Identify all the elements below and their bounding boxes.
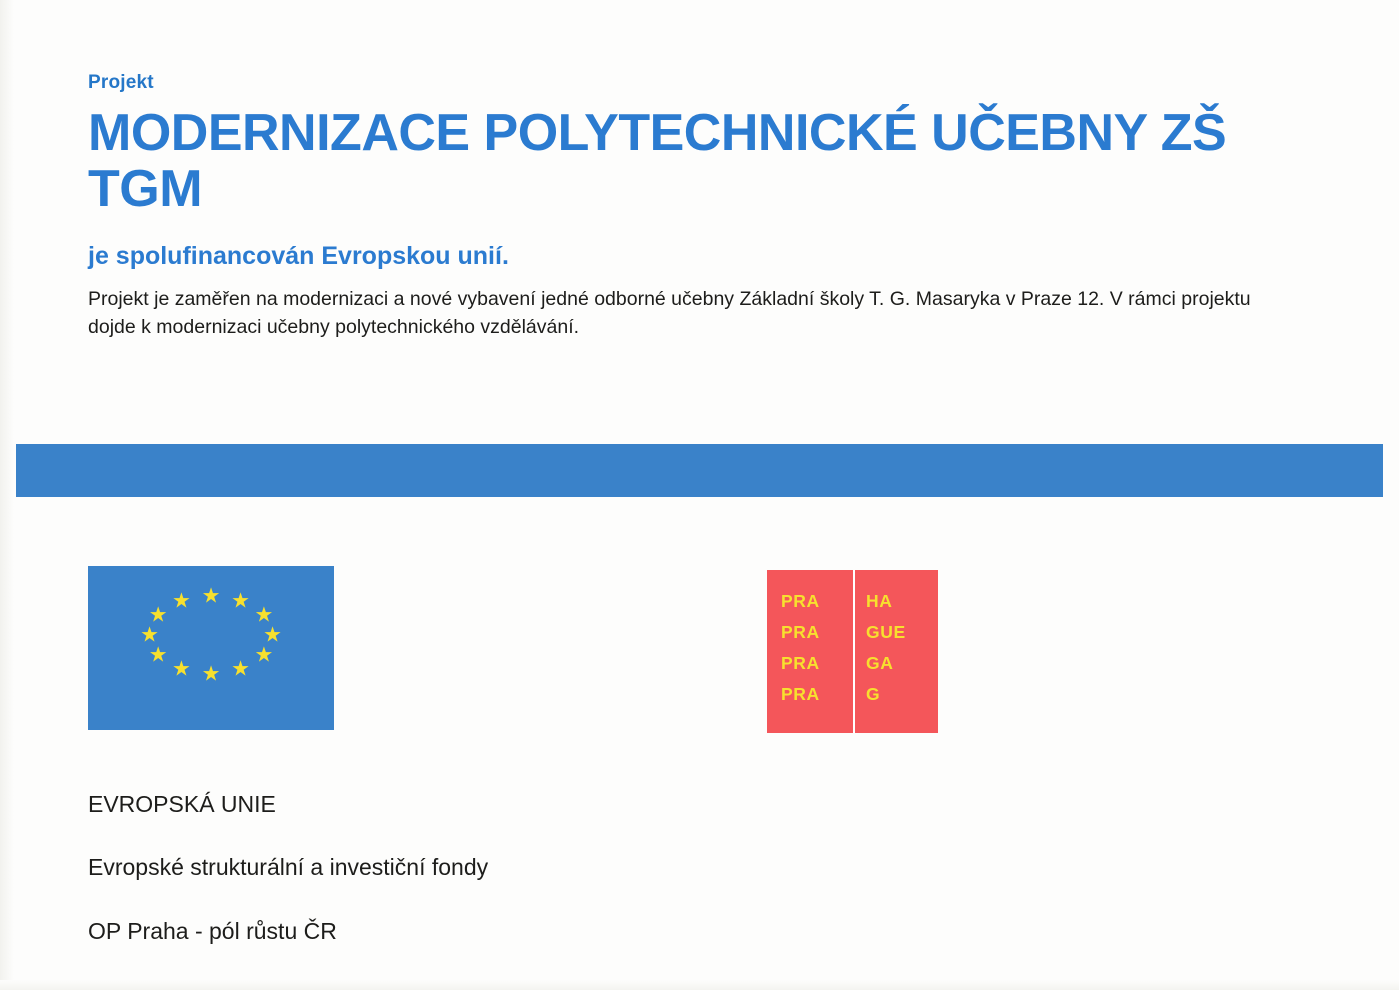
eu-logo-block xyxy=(88,566,518,979)
eu-caption xyxy=(88,757,518,979)
prague-word-en: PRA xyxy=(781,622,820,642)
eu-caption-line2: Evropské strukturální a investiční fondy xyxy=(88,854,489,881)
scan-edge-left xyxy=(0,0,14,990)
blue-divider-bar xyxy=(16,444,1383,497)
kicker-label: Projekt xyxy=(88,72,154,93)
subheadline: je spolufinancován Evropskou unií. xyxy=(88,242,509,271)
prague-logo-left-column xyxy=(767,570,853,733)
logos-row xyxy=(88,566,1338,944)
prague-word-cs: PRA xyxy=(781,591,820,611)
eu-caption-line3: OP Praha - pól růstu ČR xyxy=(88,917,337,944)
prague-word-es: PRA xyxy=(781,653,820,673)
eu-caption-line1: EVROPSKÁ UNIE xyxy=(88,790,276,817)
page-title: MODERNIZACE POLYTECHNICKÉ UČEBNY ZŠ TGM xyxy=(88,103,1227,218)
body-paragraph: Projekt je zaměřen na modernizaci a nové vybavení jedné odborné učebny Základní školy T. G. Masaryka v Praze 12. V rámci projektu dojde k modernizaci učebny polytechnického vzdělávání. xyxy=(88,288,1251,339)
prague-logo-right-column xyxy=(853,570,938,733)
prague-suffix-cs: HA xyxy=(866,591,893,611)
eu-flag-icon: ★ ★ ★ ★ ★ ★ ★ ★ ★ ★ ★ ★ xyxy=(88,566,334,730)
prague-suffix-de: G xyxy=(866,684,881,704)
prague-suffix-en: GUE xyxy=(866,622,906,642)
scan-edge-bottom xyxy=(0,980,1399,990)
prague-suffix-es: GA xyxy=(866,653,894,673)
prague-word-de: PRA xyxy=(781,684,820,704)
text-content-block xyxy=(88,72,1328,342)
prague-city-logo xyxy=(767,570,938,733)
prague-logo-block xyxy=(767,570,938,733)
